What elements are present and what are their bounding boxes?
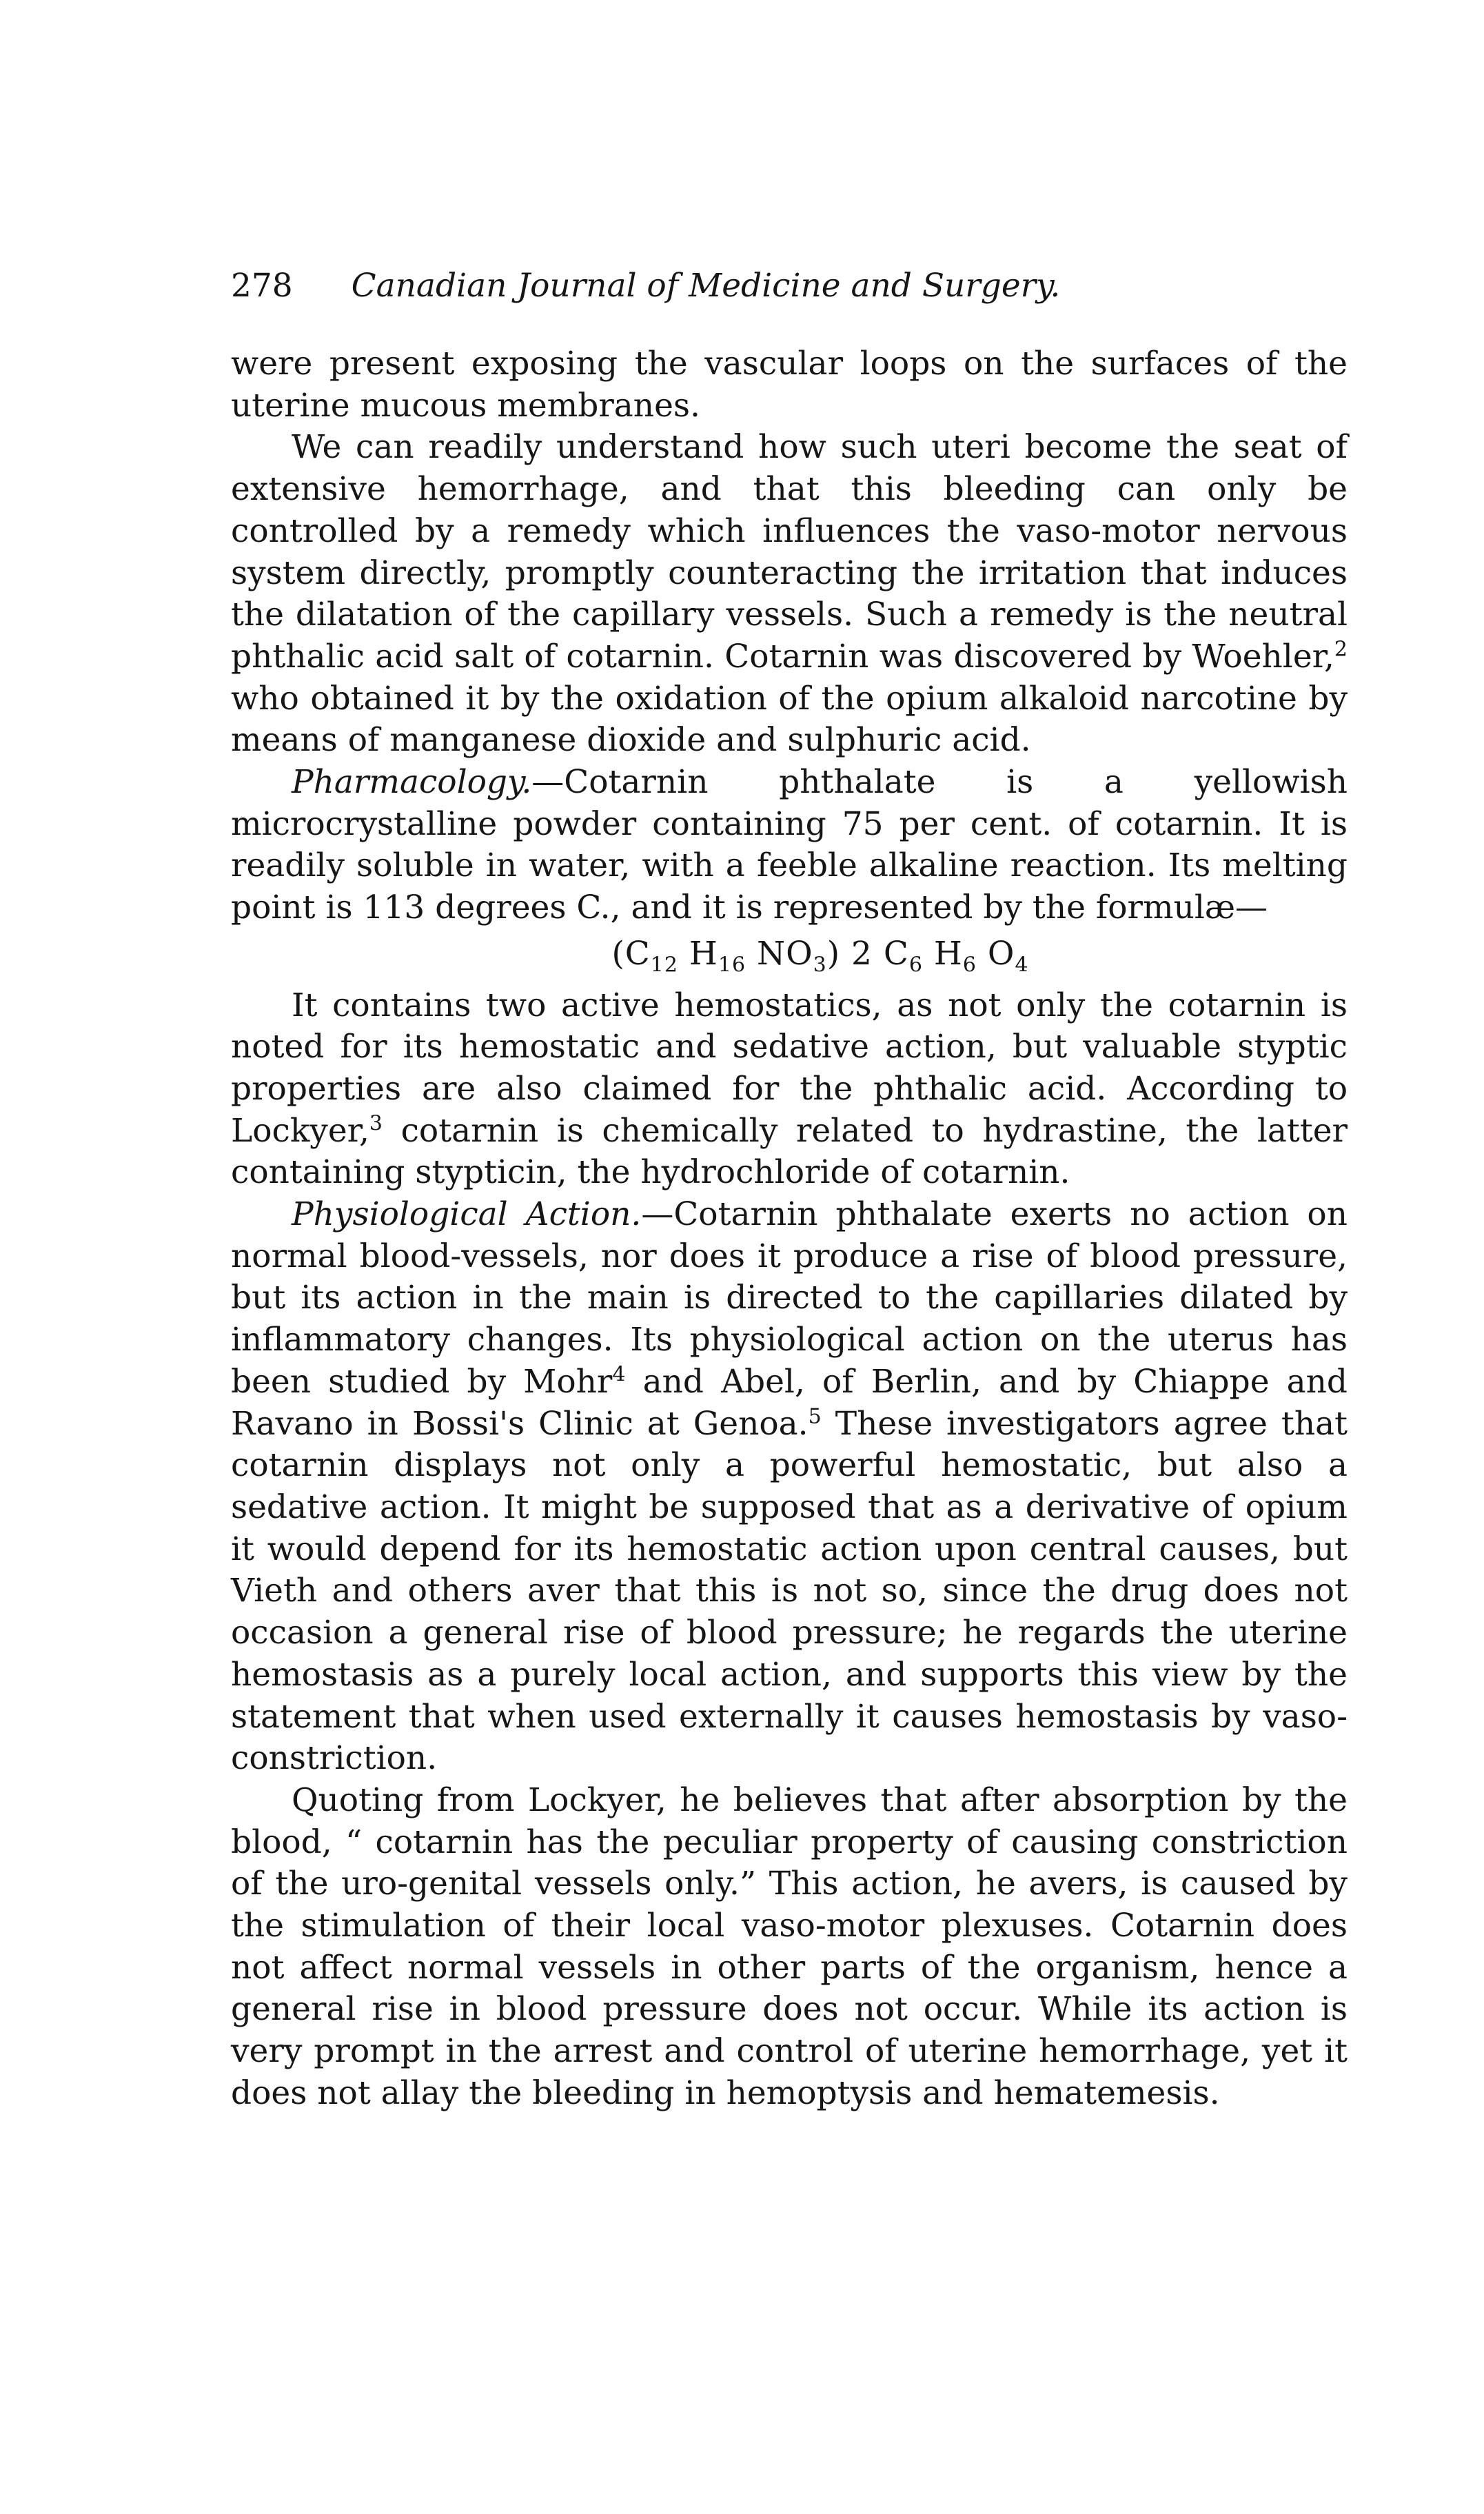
paragraph-text: We can readily understand how such uteri become the seat of extensive hemorrhage, and that this bleeding can only be controlled by a remedy which influences the vaso-motor nervous system directly, promptly counteracting the irritation that induces the dilatation of the capillary vessels. Such a remedy is the neutral phthalic acid salt of cotarnin. Cotarnin was discovered by Woehler, [231, 428, 1348, 676]
footnote-ref: 5 [808, 1403, 822, 1428]
paragraph-pharmacology [231, 762, 1348, 929]
paragraph-text: It contains two active hemostatics, as not only the cotarnin is noted for its hemostatic and sedative action, but valuable styptic properties are also claimed for the phthalic acid. According to Lockyer, [231, 986, 1348, 1150]
page-number: 278 [231, 267, 293, 305]
page-header [231, 262, 1334, 310]
paragraph-hemostatics [231, 985, 1348, 1195]
paragraph-text: —Cotarnin phthalate exerts no action on normal blood-vessels, nor does it produce a rise of blood pressure, but its action in the main is directed to the capillaries dilated by inflammatory changes. Its physiological action on the uterus has been studied by Mohr [231, 1195, 1348, 1401]
paragraph-text: Quoting from Lockyer, he believes that after absorption by the blood, “ cotarnin has the peculiar property of causing constriction of the uro-genital vessels only.” This action, he avers, is caused by the stimulation of their local vaso-motor plexuses. Cotarnin does not affect normal vessels in other parts of the organism, hence a general rise in blood pressure does not occur. While its action is very prompt in the arrest and control of uterine hemorrhage, yet it does not allay the bleeding in hemoptysis and hematemesis. [231, 1781, 1348, 2112]
paragraph-hemorrhage [231, 427, 1348, 762]
section-heading-physiological-action: Physiological Action. [292, 1195, 642, 1234]
paragraph-text: These investigators agree that cotarnin displays not only a powerful hemostatic, but also a sedative action. It might be supposed that as a derivative of opium it would depend for its hemostatic action upon central causes, but Vieth and others aver that this is not so, since the drug does not occasion a general rise of blood pressure; he regards the uterine hemostasis as a purely local action, and supports this view by the statement that when used externally it causes hemostasis by vaso-constriction. [231, 1404, 1348, 1778]
section-heading-pharmacology: Pharmacology. [292, 763, 532, 802]
paragraph-lockyer-quote [231, 1780, 1348, 2115]
paragraph-physiological-action [231, 1194, 1348, 1780]
paragraph-text: —Cotarnin phthalate is a yellowish microcrystalline powder containing 75 per cent. of cotarnin. It is readily soluble in water, with a feeble alkaline reaction. Its melting point is 113 degrees C., and it is represented by the formulæ— [231, 763, 1348, 927]
footnote-ref: 2 [1334, 637, 1348, 662]
paragraph-text: and Abel, of Berlin, and by Chiappe and Ravano in Bossi's Clinic at Genoa. [231, 1362, 1348, 1443]
article-body [231, 343, 1348, 2115]
paragraph-text: were present exposing the vascular loops on the surfaces of the uterine mucous membranes. [231, 345, 1348, 425]
paragraph-continuation [231, 343, 1348, 427]
footnote-ref: 4 [612, 1362, 626, 1387]
paragraph-text: who obtained it by the oxidation of the opium alkaloid narcotine by means of manganese dioxide and sulphuric acid. [231, 679, 1348, 760]
running-title: Canadian Journal of Medicine and Surgery. [351, 267, 1061, 305]
footnote-ref: 3 [369, 1111, 383, 1135]
paragraph-text: cotarnin is chemically related to hydrastine, the latter containing stypticin, the hydrochloride of cotarnin. [231, 1111, 1348, 1192]
chemical-formula: ($C_{12}$ $H_{16}$ $NO_3$) 2 $C_6$ $H_6$ $O_4$ [611, 934, 1029, 977]
